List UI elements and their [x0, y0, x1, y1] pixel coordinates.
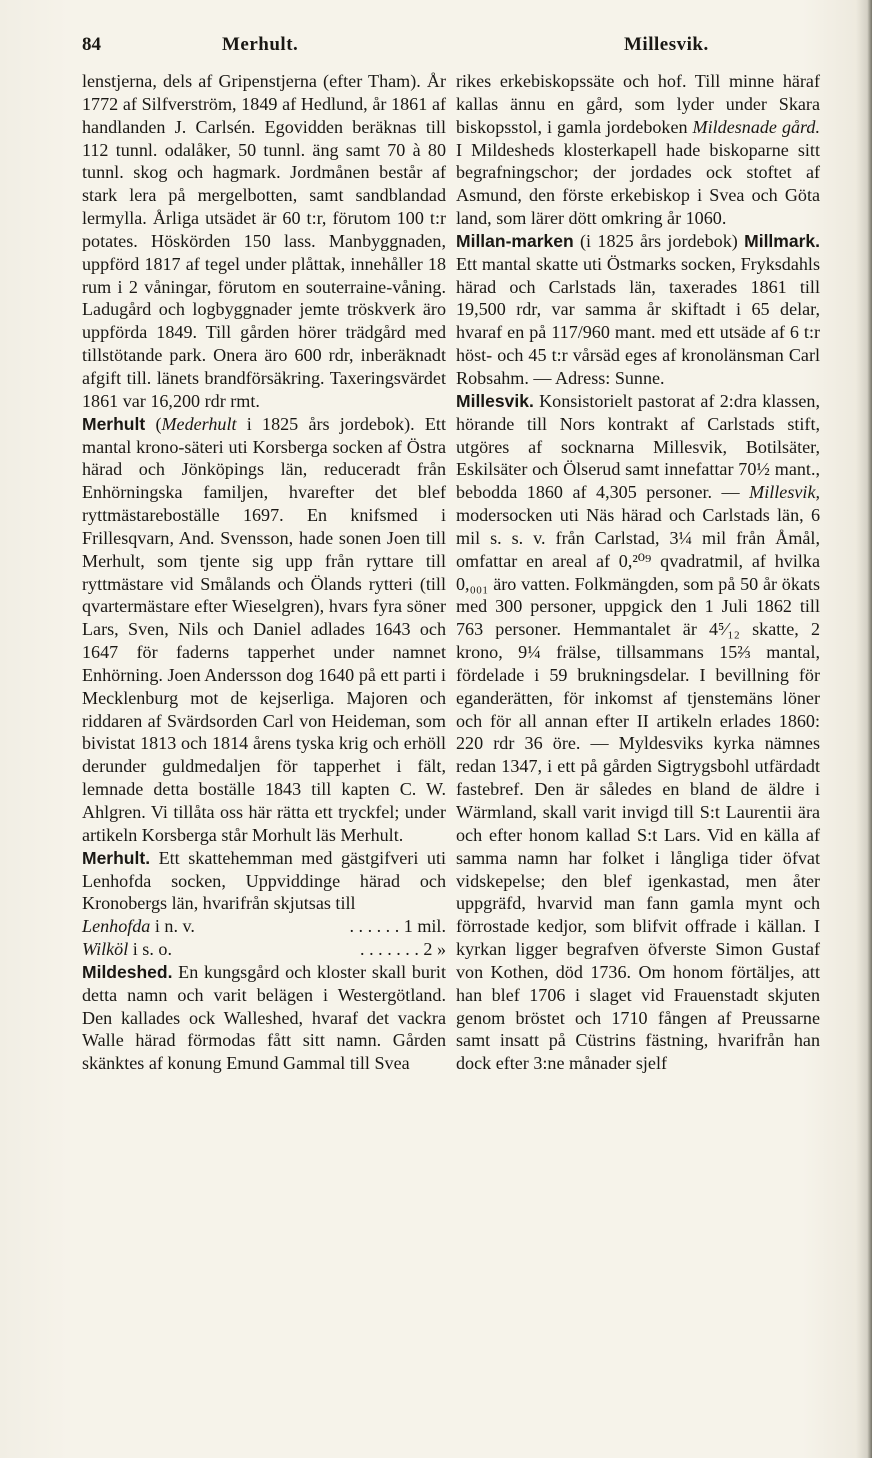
right-column — [456, 70, 820, 1075]
left-running-title: Merhult. — [222, 34, 299, 55]
entry-text: ( — [145, 413, 162, 434]
entry-headword-alt: Millmark. — [744, 230, 820, 251]
entry-text: En kungsgård och kloster skall burit detta namn och varit belägen i Westergötland. Den kallades ock Walleshed, hvaraf det vackra Walle härad förmodas fått sitt namn. Gården skänktes af konung Emund Gammal till Svea — [82, 961, 446, 1074]
distance-direction: i n. v. — [150, 916, 195, 937]
entry-millesvik — [456, 390, 820, 1075]
distance-row — [82, 915, 446, 938]
distance-place: Lenhofda — [82, 916, 151, 937]
entry-text: mant. med ett utsäde af 6 t:r höst- och 45 t:r vårsäd eges af kronolänsman Carl Robsahm. — Adress: Sunne. — [456, 322, 820, 388]
distance-value: . . . . . . 1 mil. — [349, 916, 446, 937]
entry-headword: Mildeshed. — [82, 961, 173, 982]
paragraph-continuation — [456, 70, 820, 230]
entry-italic-term: Millesvik, — [749, 482, 820, 503]
entry-text: Ett skattehemman med gästgifveri uti Lenhofda socken, Uppviddinge härad och Kronobergs län, hvarifrån skjutsas till — [82, 847, 446, 914]
entry-text: modersocken uti Näs härad och Carlstads län, 6 mil s. s. v. från Carlstad, 3¼ mil från Åmål, omfattar en areal af 0,²⁰⁹ qvadratmil, af hvilka 0,₀₀₁ äro vatten. Folkmängden, som på 50 år ökats med 300 personer, uppgick den 1 Juli 1862 till 763 personer. Hemmantalet är 4⁵⁄₁₂ skatte, 2 krono, 9¼ frälse, tillsammans 15⅔ mantal, fördelade i 59 brukningsdelar. I bevillning för eganderätten, för inkomst af tjenstemäns löner och för all annan efter II artikeln erlades 1860: 220 rdr 36 öre. — Myldesviks kyrka nämnes redan 1347, i ett på gården Sigtrygsbohl utfärdadt fastebref. Den är således en bland de äldre i Wärmland, skall varit invigd till S:t Laurentii ära och efter honom kallad S:t Lars. Vid en källa af samma namn har folket i långliga tider öfvat vidskepelse; den blef igenkastad, men åter uppgräfd, hvarvid man fann gamla mynt och förrostade kedjor, som blifvit offrade i källan. I kyrkan ligger begrafven öfverste Simon Gustaf von Kothen, död 1736. Om honom förtäljes, att han blef 1706 i slaget vid Frauenstadt skjuten genom bröstet och 1710 fången af Preussarne samt insatt på Cüstrins fästning, hvarifrån han dock efter 3:ne månader sjelf — [456, 505, 820, 1074]
right-running-title: Millesvik. — [624, 34, 709, 55]
fraction: 117/960 — [551, 322, 610, 343]
page-number: 84 — [82, 34, 101, 55]
entry-merhult-skattehemman — [82, 847, 446, 916]
entry-mildeshed — [82, 961, 446, 1075]
entry-text: Konsistorielt pastorat af 2:dra klassen, hörande till Nors kontrakt af Carlstads stift, utgöres af socknarna Millesvik, Botilsäter, Eskilsäter och Ölserud samt innefattar 70½ mant., bebodda 1860 af 4,305 personer. — — [456, 390, 820, 503]
entry-headword: Merhult. — [82, 847, 151, 868]
distance-place: Wilköl — [82, 939, 129, 960]
running-header — [0, 30, 872, 60]
page-edge-shadow — [856, 0, 872, 1458]
distance-value: . . . . . . . 2 » — [360, 939, 446, 960]
left-column — [82, 70, 446, 1075]
paragraph-continuation: lenstjerna, dels af Gripenstjerna (efter Tham). År 1772 af Silfverström, 1849 af Hedlund, år 1861 af handlanden J. Carlsén. Egovidden beräknas till 112 tunnl. odalåker, 50 tunnl. äng samt 70 à 80 tunnl. skog och hagmark. Jordmånen består af stark lera på mergelbotten, samt sandblandad lermylla. Årliga utsädet är 60 t:r, förutom 100 t:r potates. Höskörden 150 lass. Manbyggnaden, uppförd 1817 af tegel under plåttak, innehåller 18 rum i 2 våningar, förutom en souterraine-våning. Ladugård och logbyggnader jemte tröskverk äro uppförda 1849. Till gården hörer trädgård med tillstötande park. Onera äro 600 rdr, inberäknadt afgift till. länets brandförsäkring. Taxeringsvärdet 1861 var 16,200 rdr rmt. — [82, 71, 446, 411]
entry-merhult-kronosateri — [82, 413, 446, 847]
entry-text: i 1825 års jordebok). Ett mantal krono-säteri uti Korsberga socken af Östra härad och Jönköpings län, reduceradt från Enhörningska familjen, hvarefter det blef ryttmästareboställe 1697. En knifsmed i Frillesqvarn, And. Svensson, hade sonen Joen till Merhult, som tjente sig upp från ryttare till ryttmästare vid Smålands och Ölands rytteri (till qvartermästare efter Wieselgren), hvars fyra söner Lars, Sven, Nils och Daniel adlades 1643 och 1647 för faderns tapperhet under namnet Enhörning. Joen Andersson dog 1640 på ett parti i Mecklenburg mot de kejserliga. Majoren och riddaren af Svärdsorden Carl von Heideman, som bivistat 1813 och 1814 årens tyska krig och erhöll derunder guldmedaljen för tapperhet i fält, lemnade detta boställe 1843 till kapten C. W. Ahlgren. Vi tillåta oss här rätta ett tryckfel; under artikeln Korsberga står Morhult läs Merhult. — [82, 413, 446, 845]
entry-alt-name: Mederhult — [161, 413, 237, 434]
entry-millan-marken — [456, 230, 820, 390]
entry-text: rikes erkebiskopssäte och hof. Till minne häraf kallas ännu en gård, som lyder under Skara biskopsstol, i gamla jordeboken — [456, 71, 820, 137]
entry-text: (i 1825 års jordebok) — [573, 230, 745, 251]
distance-row — [82, 938, 446, 961]
entry-headword: Millan-marken — [456, 230, 574, 251]
entry-headword: Millesvik. — [456, 390, 534, 411]
entry-italic-term: Mildesnade gård. — [692, 116, 820, 137]
entry-text: Ett mantal skatte uti Östmarks socken, Fryksdahls härad och Carlstads län, taxerades 1861 till 19,500 rdr, var samma år skiftadt i 65 delar, hvaraf en på — [456, 253, 820, 343]
entry-text: I Mildesheds klosterkapell hade biskoparne sitt begrafningschor; der jordades ock stoftet af Asmund, den förste erkebiskop i Svea och Göta land, som lärer dött omkring år 1060. — [456, 139, 820, 229]
entry-headword: Merhult — [82, 413, 146, 434]
distance-direction: i s. o. — [128, 939, 172, 960]
